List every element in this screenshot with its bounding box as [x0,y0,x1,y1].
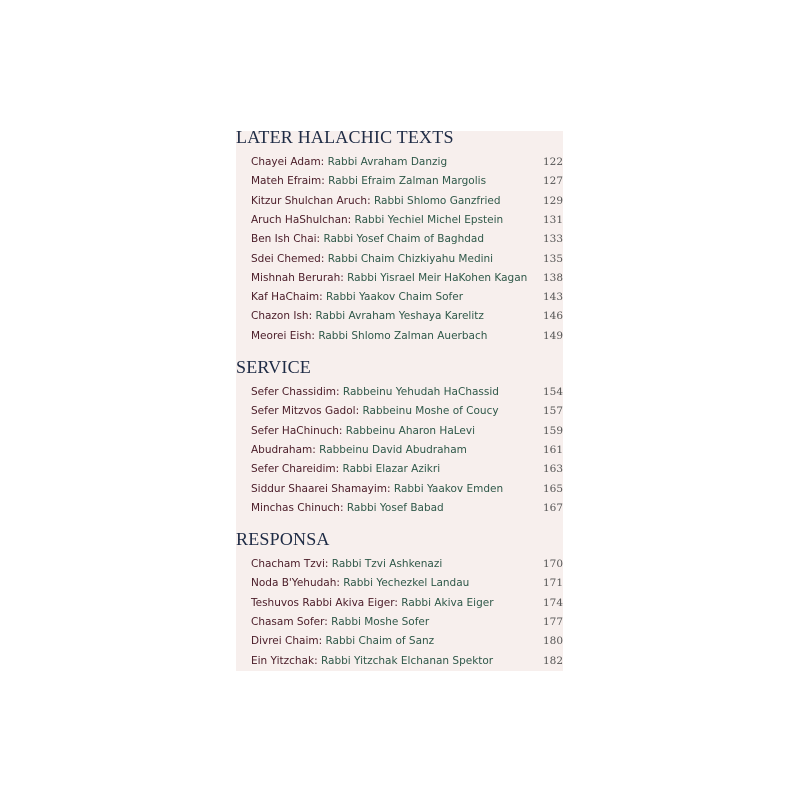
entry-author: Rabbi Tzvi Ashkenazi [331,558,443,570]
toc-entry[interactable] [251,555,563,574]
toc-entry[interactable] [251,652,563,671]
entry-author: Rabbi Yisrael Meir HaKohen Kagan [347,271,528,284]
entry-page: 127 [542,175,563,188]
entry-author: Rabbi Elazar Azikri [342,463,441,476]
entry-title: Sdei Chemed: [251,252,325,265]
entry-author: Rabbi Yaakov Chaim Sofer [325,291,464,304]
entry-title: Sefer Chassidim: [251,386,340,398]
entry-author: Rabbeinu David Abudraham [319,443,467,456]
entry-page: 174 [542,596,563,609]
entry-page: 131 [542,213,563,226]
entry-title: Ein Yitzchak: [251,654,318,667]
entry-author: Rabbi Yitzchak Elchanan Spektor [320,654,494,667]
section-heading: LATER HALACHIC TEXTS [236,127,454,147]
toc-entry[interactable] [251,574,563,593]
toc-entry[interactable] [251,172,563,191]
entry-page: 180 [542,635,563,648]
entry-page: 122 [542,156,563,168]
entry-page: 146 [542,310,563,323]
entry-title: Mateh Efraim: [251,175,325,188]
toc-entry[interactable] [251,402,563,421]
entry-page: 171 [542,577,563,590]
entry-title: Mishnah Berurah: [251,271,344,284]
entry-author: Rabbi Chaim of Sanz [325,635,435,648]
entry-author: Rabbi Chaim Chizkiyahu Medini [327,252,494,265]
entry-author: Rabbi Avraham Yeshaya Karelitz [315,310,484,323]
section-heading: RESPONSA [236,529,330,549]
toc-entry[interactable] [251,153,563,172]
entry-title: Aruch HaShulchan: [251,213,352,226]
entry-page: 177 [542,615,563,628]
entry-title: Divrei Chaim: [251,635,323,648]
entry-page: 129 [542,194,563,207]
entry-author: Rabbeinu Moshe of Coucy [362,405,499,418]
entry-author: Rabbi Efraim Zalman Margolis [328,175,487,188]
toc-entry[interactable] [251,383,563,402]
toc-entry[interactable] [251,480,563,499]
entry-page: 135 [542,252,563,265]
entry-title: Chazon Ish: [251,310,313,323]
entry-author: Rabbi Moshe Sofer [331,615,430,628]
toc-entry[interactable] [251,250,563,269]
entry-page: 138 [542,271,563,284]
entry-author: Rabbi Shlomo Ganzfried [373,194,501,207]
entry-title: Sefer Chareidim: [251,463,340,476]
entry-title: Minchas Chinuch: [251,501,344,514]
toc-entry[interactable] [251,460,563,479]
entry-author: Rabbeinu Yehudah HaChassid [342,386,499,398]
toc-entry[interactable] [251,441,563,460]
entry-author: Rabbi Yechiel Michel Epstein [354,213,504,226]
toc-entry[interactable] [251,211,563,230]
entry-author: Rabbi Shlomo Zalman Auerbach [318,329,488,342]
entry-title: Sefer Mitzvos Gadol: [251,405,360,418]
entry-page: 165 [542,482,563,495]
toc-entry[interactable] [251,307,563,326]
toc-entry[interactable] [251,594,563,613]
toc-entry[interactable] [251,192,563,211]
section-heading: SERVICE [236,357,311,377]
entry-page: 161 [542,443,563,456]
entry-title: Noda B'Yehudah: [251,577,340,590]
entry-author: Rabbi Yosef Chaim of Baghdad [323,233,485,246]
toc-entry[interactable] [251,613,563,632]
entry-page: 133 [542,233,563,246]
toc-entry[interactable] [251,632,563,651]
entry-title: Chayei Adam: [251,156,325,168]
entry-author: Rabbi Yosef Babad [346,501,444,514]
entry-title: Siddur Shaarei Shamayim: [251,482,391,495]
entry-page: 163 [542,463,563,476]
toc-entry[interactable] [251,288,563,307]
entry-page: 159 [542,424,563,437]
entry-page: 154 [542,386,563,398]
toc-entry[interactable] [251,499,563,518]
entry-page: 167 [542,501,563,514]
entry-author: Rabbi Yaakov Emden [393,482,504,495]
toc-entry[interactable] [251,230,563,249]
entry-title: Abudraham: [251,443,316,456]
entry-title: Chasam Sofer: [251,615,328,628]
entry-title: Chacham Tzvi: [251,558,329,570]
entry-title: Ben Ish Chai: [251,233,321,246]
toc-entry[interactable] [251,269,563,288]
entry-page: 170 [542,558,563,570]
entry-page: 157 [542,405,563,418]
entry-author: Rabbi Yechezkel Landau [343,577,470,590]
entry-page: 182 [542,654,563,667]
entry-author: Rabbeinu Aharon HaLevi [345,424,476,437]
entry-author: Rabbi Akiva Eiger [401,596,494,609]
toc-entry[interactable] [251,327,563,346]
entry-page: 149 [542,329,563,342]
toc-entry[interactable] [251,422,563,441]
entry-title: Kaf HaChaim: [251,291,323,304]
entry-author: Rabbi Avraham Danzig [327,156,448,168]
entry-title: Kitzur Shulchan Aruch: [251,194,371,207]
entry-title: Meorei Eish: [251,329,315,342]
entry-title: Sefer HaChinuch: [251,424,343,437]
entry-title: Teshuvos Rabbi Akiva Eiger: [251,596,398,609]
entry-page: 143 [542,291,563,304]
